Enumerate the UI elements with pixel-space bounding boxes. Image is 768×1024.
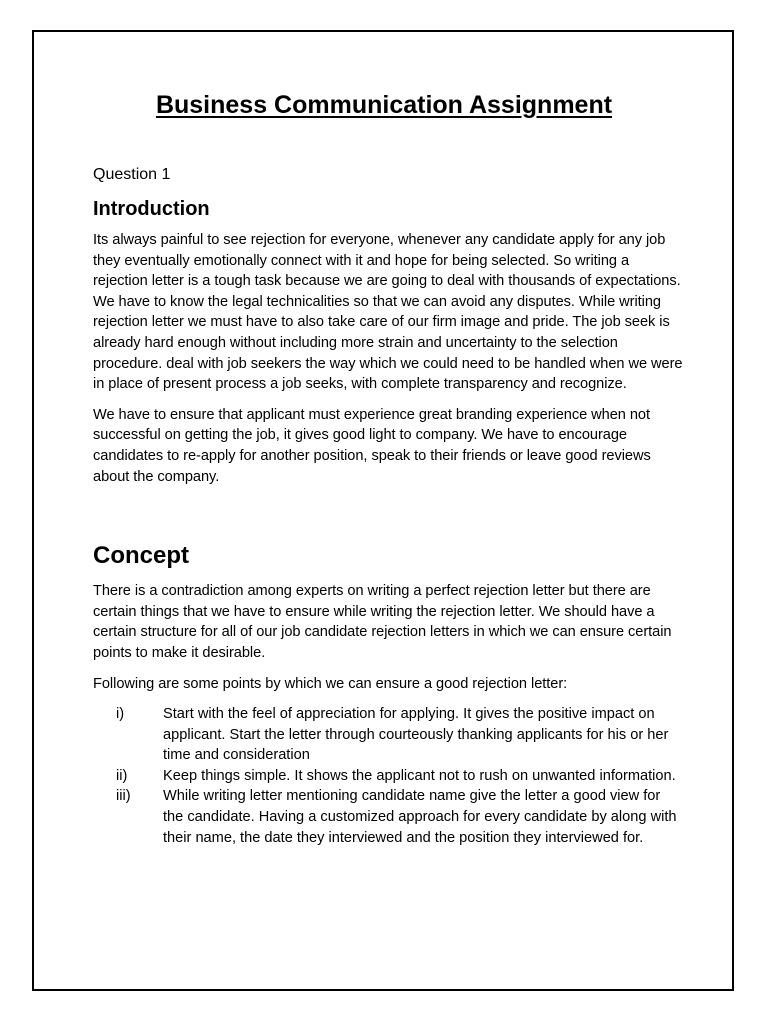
list-item-text: While writing letter mentioning candidate name give the letter a good view for the candidate. Having a customized approach for every candidate by along with their name, the date they interviewed and the position they interviewed for.	[163, 788, 677, 846]
introduction-paragraph-1: Its always painful to see rejection for everyone, whenever any candidate apply for any job they eventually emotionally connect with it and hope for being selected. So writing a rejection letter is a tough task because we are going to deal with thousands of expectations. We have to know the legal technicalities so that we can avoid any disputes. While writing rejection letter we must have to also take care of our firm image and pride. The job seek is already hard enough without including more strain and uncertainty to the selection procedure. deal with job seekers the way which we could need to be handled when we were in place of present process a job seeks, with complete transparency and recognize.	[93, 232, 683, 393]
list-item-text: Start with the feel of appreciation for applying. It gives the positive impact on applicant. Start the letter through courteously thanking applicants for his or her time and consideration	[163, 706, 669, 764]
introduction-heading: Introduction	[93, 198, 210, 220]
question-label: Question 1	[93, 166, 171, 183]
list-item-number: ii)	[116, 767, 128, 784]
document-body	[93, 164, 683, 848]
list-item	[93, 786, 683, 848]
list-item-number: iii)	[116, 788, 131, 805]
list-item-text: Keep things simple. It shows the applicant not to rush on unwanted information.	[163, 767, 676, 784]
list-item-number: i)	[116, 706, 125, 723]
list-item	[93, 704, 683, 766]
concept-paragraph-2: Following are some points by which we can ensure a good rejection letter:	[93, 675, 568, 692]
introduction-paragraph-2: We have to ensure that applicant must experience great branding experience when not successful on getting the job, it gives good light to company. We have to encourage candidates to re-apply for another position, speak to their friends or leave good reviews about the company.	[93, 406, 651, 485]
points-list	[93, 704, 683, 848]
concept-heading: Concept	[93, 542, 189, 570]
concept-paragraph-1: There is a contradiction among experts on writing a perfect rejection letter but there are certain things that we have to ensure while writing the rejection letter. We should have a certain structure for all of our job candidate rejection letters in which we can ensure certain points to make it desirable.	[93, 583, 672, 661]
list-item	[93, 766, 683, 787]
document-title: Business Communication Assignment	[155, 91, 613, 119]
